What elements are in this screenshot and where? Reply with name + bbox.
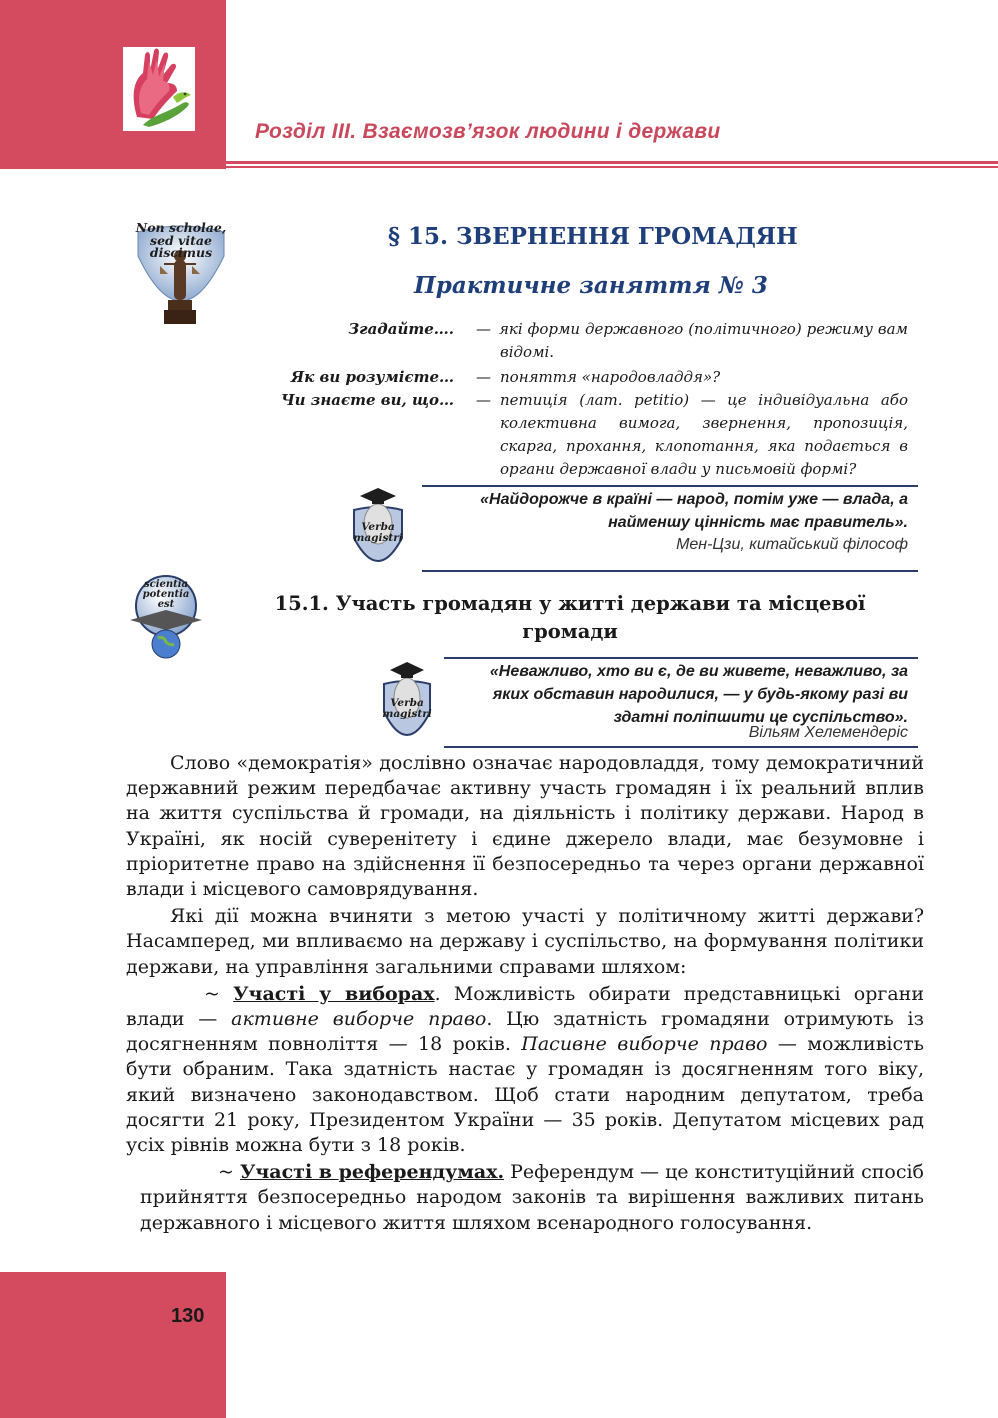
prompt-recall (0, 318, 998, 366)
footer-side-block (0, 1272, 226, 1418)
quote-1-author: Мен-Цзи, китайський філософ (676, 536, 908, 553)
quote-bottom-rule (422, 570, 918, 572)
prompt-label: Як ви розумієте… (290, 368, 454, 386)
prompt-understand (0, 366, 998, 390)
page-subtitle: Практичне заняття № 3 (414, 272, 768, 299)
header-rule (226, 161, 998, 164)
globe-emblem (126, 574, 206, 660)
elections-text: — можливість бути обраним. Така здатність настає у громадян із досягненням того віку, який визначено законодавством. Щоб стати народним депутатом, треба досягти 21 року, Президентом України — 35 років. Депутатом місцевих рад усіх рівнів можна бути з 18 років. (126, 1033, 924, 1157)
prompt-text: поняття «народовладдя»? (500, 368, 721, 386)
subsection-title: 15.1. Участь громадян у житті держави та місцевої громади (274, 592, 866, 643)
verba-magistri-label: Verba magistri (382, 697, 432, 720)
section-heading: Розділ ІІІ. Взаємозв’язок людини і держави (255, 120, 721, 143)
elections-text: . Можливість обирати представницькі органи влади — (126, 982, 924, 1031)
hand-bird-logo (123, 47, 195, 131)
prompt-dash: — (476, 368, 491, 386)
paragraph-democracy: Слово «демократія» дослівно означає народовладдя, тому демократичний державний режим передбачає активну участь громадян і їх реальний вплив на життя суспільства й громади, на діяльність і політику держави. Народ в Україні, як носій суверенітету і єдине джерело влади, має безумовне і пріоритетне право на здійснення її безпосередньо та через органи державної влади і місцевого самоврядування. (126, 752, 924, 901)
scientia-motto: scientia potentia est (142, 579, 190, 610)
prompt-dash: — (476, 391, 491, 409)
prompt-label: Чи знаєте ви, що… (280, 391, 454, 409)
paragraph-participation: Які дії можна вчиняти з метою участі у політичному житті держави? Насамперед, ми впливаємо на державу і суспільство, на формування політики держави, на управління загальними справами шляхом: (126, 905, 924, 978)
verba-magistri-emblem (346, 484, 410, 574)
quote-2-author: Вільям Хелемендеріс (748, 724, 908, 741)
term-referendums: Участі в референдумах. (239, 1161, 505, 1184)
page-title: § 15. ЗВЕРНЕННЯ ГРОМАДЯН (388, 223, 798, 250)
prompt-know (0, 389, 998, 485)
quote-top-rule (422, 485, 918, 487)
prompt-text: які форми державного (політичного) режиму вам відомі. (499, 320, 908, 361)
verba-magistri-emblem (378, 658, 436, 748)
term-passive-right: Пасивне виборче право (521, 1033, 768, 1056)
prompt-label: Згадайте…. (348, 320, 454, 338)
bullet-marker: ~ (218, 1161, 240, 1184)
term-elections: Участі у виборах (233, 982, 435, 1005)
body-text (126, 751, 924, 1236)
bullet-elections (126, 982, 924, 1158)
quote-bottom-rule (444, 746, 918, 748)
quote-2-text: «Неважливо, хто ви є, де ви живете, неважливо, за яких обставин народилися, — у будь-якому разі ви здатні поліпшити це суспільство». (489, 663, 908, 726)
term-active-right: активне виборче право (231, 1008, 487, 1031)
elections-text: . Цю здатність громадяни отримують із досягненням повноліття — 18 років. (126, 1008, 924, 1056)
page-number: 130 (171, 1305, 205, 1327)
non-scholae-motto: Non scholae, sed vitae discimus (135, 220, 227, 260)
prompt-dash: — (476, 320, 491, 338)
prompt-text: петиція (лат. petitio) — це індивідуальна або колективна вимога, звернення, пропозиція, скарга, прохання, клопотання, яка подається в органи державної влади у письмовій формі? (500, 391, 908, 478)
quote-top-rule (444, 657, 918, 659)
referendums-text: Референдум — це конституційний спосіб прийняття безпосередньо народом законів та вирішення важливих питань державного і місцевого життя шляхом всенародного голосування. (140, 1161, 924, 1234)
bullet-marker: ~ (204, 982, 234, 1005)
themis-statue-emblem (124, 216, 238, 334)
bullet-referendums (126, 1160, 924, 1236)
header-rule-secondary (226, 166, 998, 168)
verba-magistri-label: Verba magistri (353, 521, 403, 544)
quote-1-text: «Найдорожче в країні — народ, потім уже — влада, а найменшу цінність має правитель». (480, 491, 908, 531)
